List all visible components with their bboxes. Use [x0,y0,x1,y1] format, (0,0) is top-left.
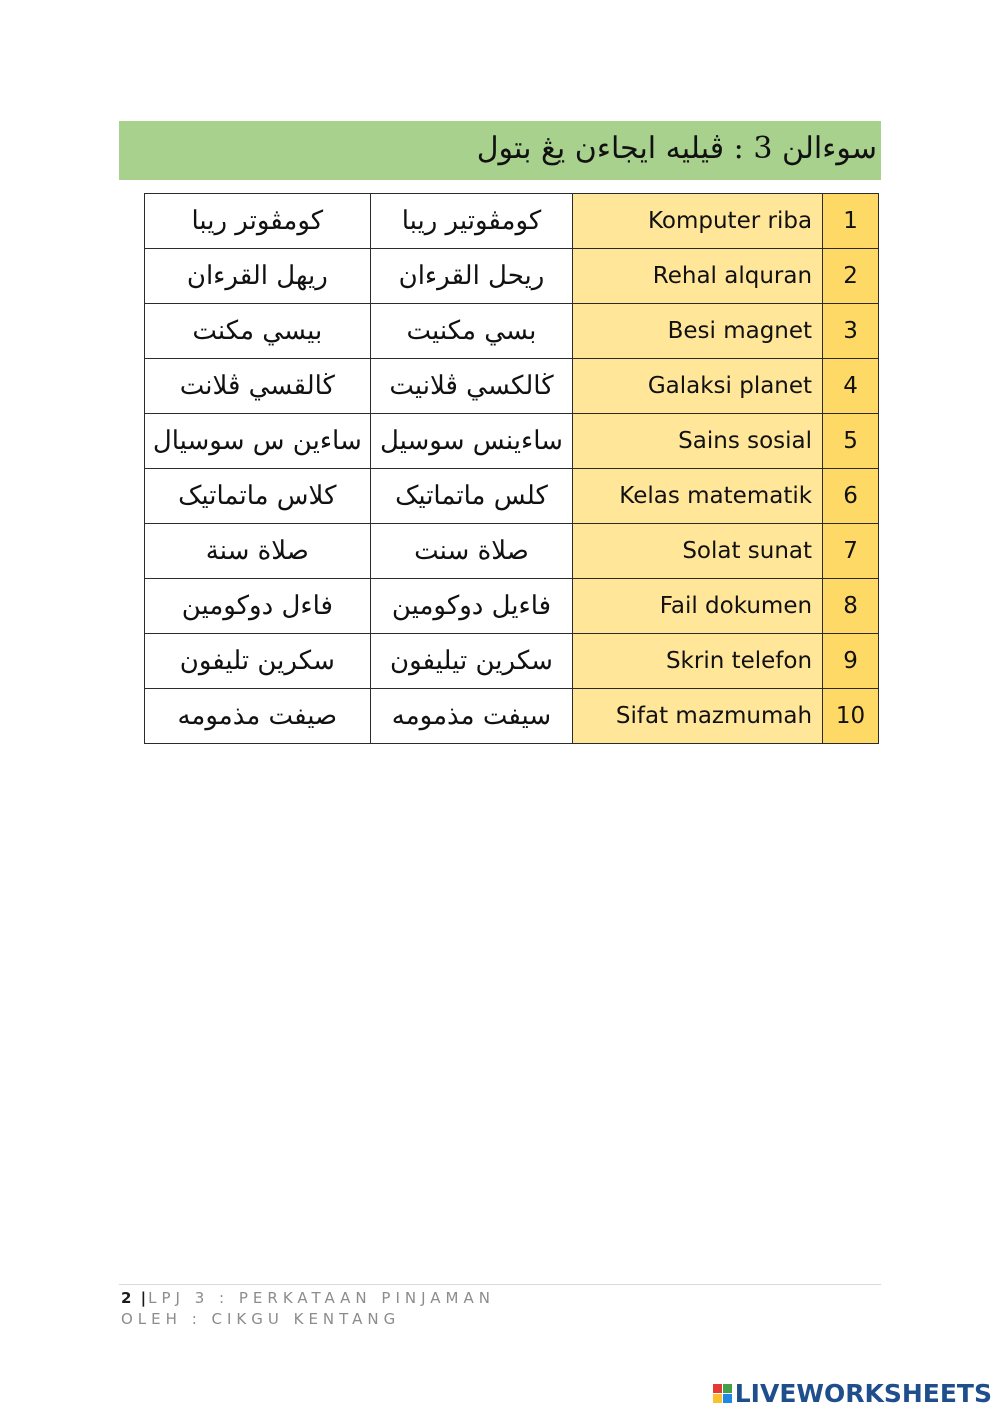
word-row [145,579,879,634]
word-row [145,249,879,304]
malay-word-cell: Sifat mazmumah [573,689,823,744]
word-row [145,689,879,744]
spelling-table [144,193,879,744]
option-b-cell[interactable]: سكرين تليفون [145,634,371,689]
logo-square [713,1384,722,1393]
option-a-cell[interactable]: ريحل القرءان [370,249,573,304]
malay-word-cell: Fail dokumen [573,579,823,634]
word-row [145,194,879,249]
option-a-cell[interactable]: فاءيل دوكومين [370,579,573,634]
malay-word-cell: Kelas matematik [573,469,823,524]
word-row [145,414,879,469]
malay-word-cell: Besi magnet [573,304,823,359]
option-a-cell[interactable]: ساءينس سوسيل [370,414,573,469]
word-row [145,359,879,414]
logo-square [713,1394,722,1403]
option-b-cell[interactable]: بيسي مكنت [145,304,371,359]
option-a-cell[interactable]: سكرين تيليفون [370,634,573,689]
question-heading: سوءالن 3 : ڤيليه ايجاءن يڠ بتول [476,131,877,166]
row-number-cell: 7 [823,524,879,579]
liveworksheets-logo-text: LIVEWORKSHEETS [734,1378,992,1408]
option-a-cell[interactable]: صلاة سنت [370,524,573,579]
spelling-table-body [145,194,879,744]
footer-divider [119,1284,881,1285]
malay-word-cell: Komputer riba [573,194,823,249]
footer-author: OLEH : CIKGU KENTANG [121,1310,401,1328]
option-b-cell[interactable]: كومڤوتر ريبا [145,194,371,249]
row-number-cell: 10 [823,689,879,744]
option-a-cell[interactable]: سيفت مذمومه [370,689,573,744]
malay-word-cell: Galaksi planet [573,359,823,414]
option-b-cell[interactable]: كلاس ماتماتيک [145,469,371,524]
option-a-cell[interactable]: ڬالكسي ڤلانيت [370,359,573,414]
footer [121,1288,495,1330]
word-row [145,469,879,524]
malay-word-cell: Solat sunat [573,524,823,579]
row-number-cell: 9 [823,634,879,689]
option-b-cell[interactable]: فاءل دوكومين [145,579,371,634]
row-number-cell: 4 [823,359,879,414]
footer-line-1 [121,1288,495,1309]
malay-word-cell: Sains sosial [573,414,823,469]
question-heading-bar [119,121,881,180]
word-row [145,524,879,579]
malay-word-cell: Rehal alquran [573,249,823,304]
word-row [145,304,879,359]
footer-title: LPJ 3 : PERKATAAN PINJAMAN [148,1289,495,1307]
row-number-cell: 5 [823,414,879,469]
logo-square [723,1394,732,1403]
page-number: 2 | [121,1289,149,1307]
row-number-cell: 8 [823,579,879,634]
row-number-cell: 3 [823,304,879,359]
option-b-cell[interactable]: صيفت مذمومه [145,689,371,744]
option-b-cell[interactable]: ڬالقسي ڤلانت [145,359,371,414]
liveworksheets-logo [713,1378,992,1408]
option-a-cell[interactable]: كلس ماتماتيک [370,469,573,524]
malay-word-cell: Skrin telefon [573,634,823,689]
row-number-cell: 2 [823,249,879,304]
option-a-cell[interactable]: بسي مكنيت [370,304,573,359]
option-b-cell[interactable]: ريهل القرءان [145,249,371,304]
liveworksheets-logo-icon [713,1384,732,1403]
row-number-cell: 1 [823,194,879,249]
option-b-cell[interactable]: ساءين س سوسيال [145,414,371,469]
row-number-cell: 6 [823,469,879,524]
option-a-cell[interactable]: كومڤوتير ريبا [370,194,573,249]
option-b-cell[interactable]: صلاة سنة [145,524,371,579]
logo-square [723,1384,732,1393]
word-row [145,634,879,689]
